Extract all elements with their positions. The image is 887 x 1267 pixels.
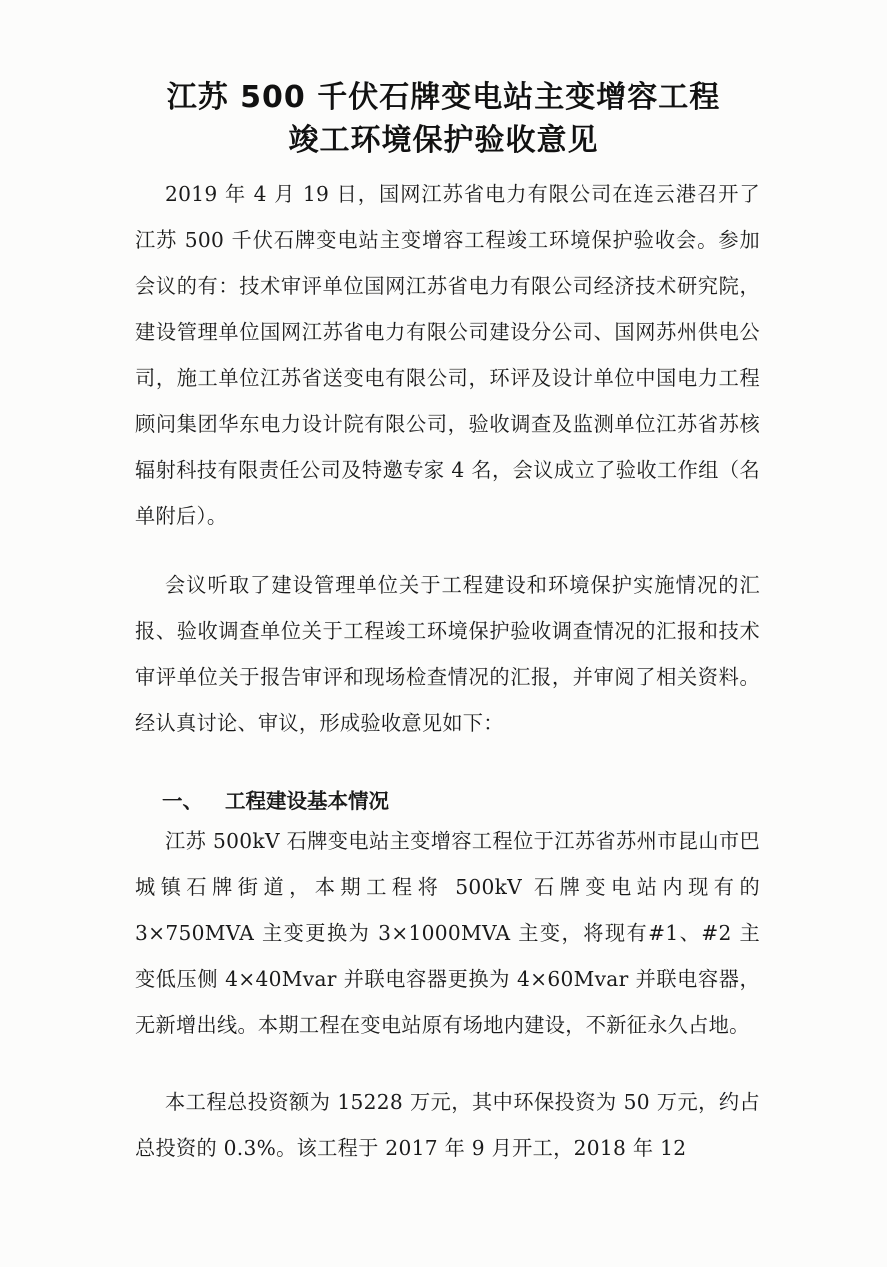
paragraph-meeting-summary <box>135 562 760 746</box>
paragraph-text: 2019 年 4 月 19 日，国网江苏省电力有限公司在连云港召开了江苏 500 千伏石牌变电站主变增容工程竣工环境保护验收会。参加会议的有：技术审评单位国网江苏省电力有限公司经济技术研究院，建设管理单位国网江苏省电力有限公司建设分公司、国网苏州供电公司，施工单位江苏省送变电有限公司，环评及设计单位中国电力工程顾问集团华东电力设计院有限公司，验收调查及监测单位江苏省苏核辐射科技有限责任公司及特邀专家 4 名，会议成立了验收工作组（名单附后）。 <box>135 182 760 528</box>
section-number: 一、 <box>162 789 203 813</box>
paragraph-meeting-attendees <box>135 171 760 539</box>
paragraph-text: 会议听取了建设管理单位关于工程建设和环境保护实施情况的汇报、验收调查单位关于工程竣工环境保护验收调查情况的汇报和技术审评单位关于报告审评和现场检查情况的汇报，并审阅了相关资料。经认真讨论、审议，形成验收意见如下： <box>135 573 760 735</box>
document-title-line-1: 江苏 500 千伏石牌变电站主变增容工程 <box>166 80 721 115</box>
paragraph-project-overview <box>135 818 760 1048</box>
section-title: 工程建设基本情况 <box>225 789 389 813</box>
document-title-line-2: 竣工环境保护验收意见 <box>288 123 599 158</box>
paragraph-text: 本工程总投资额为 15228 万元，其中环保投资为 50 万元，约占总投资的 0.3%。该工程于 2017 年 9 月开工，2018 年 12 <box>135 1090 760 1160</box>
paragraph-investment <box>135 1079 760 1171</box>
section-heading <box>162 781 389 821</box>
paragraph-text: 江苏 500kV 石牌变电站主变增容工程位于江苏省苏州市昆山市巴城镇石牌街道，本期工程将 500kV 石牌变电站内现有的 3×750MVA 主变更换为 3×1000MVA 主变，将现有#1、#2 主变低压侧 4×40Mvar 并联电容器更换为 4×60Mvar 并联电容器，无新增出线。本期工程在变电站原有场地内建设，不新征永久占地。 <box>135 829 760 1037</box>
